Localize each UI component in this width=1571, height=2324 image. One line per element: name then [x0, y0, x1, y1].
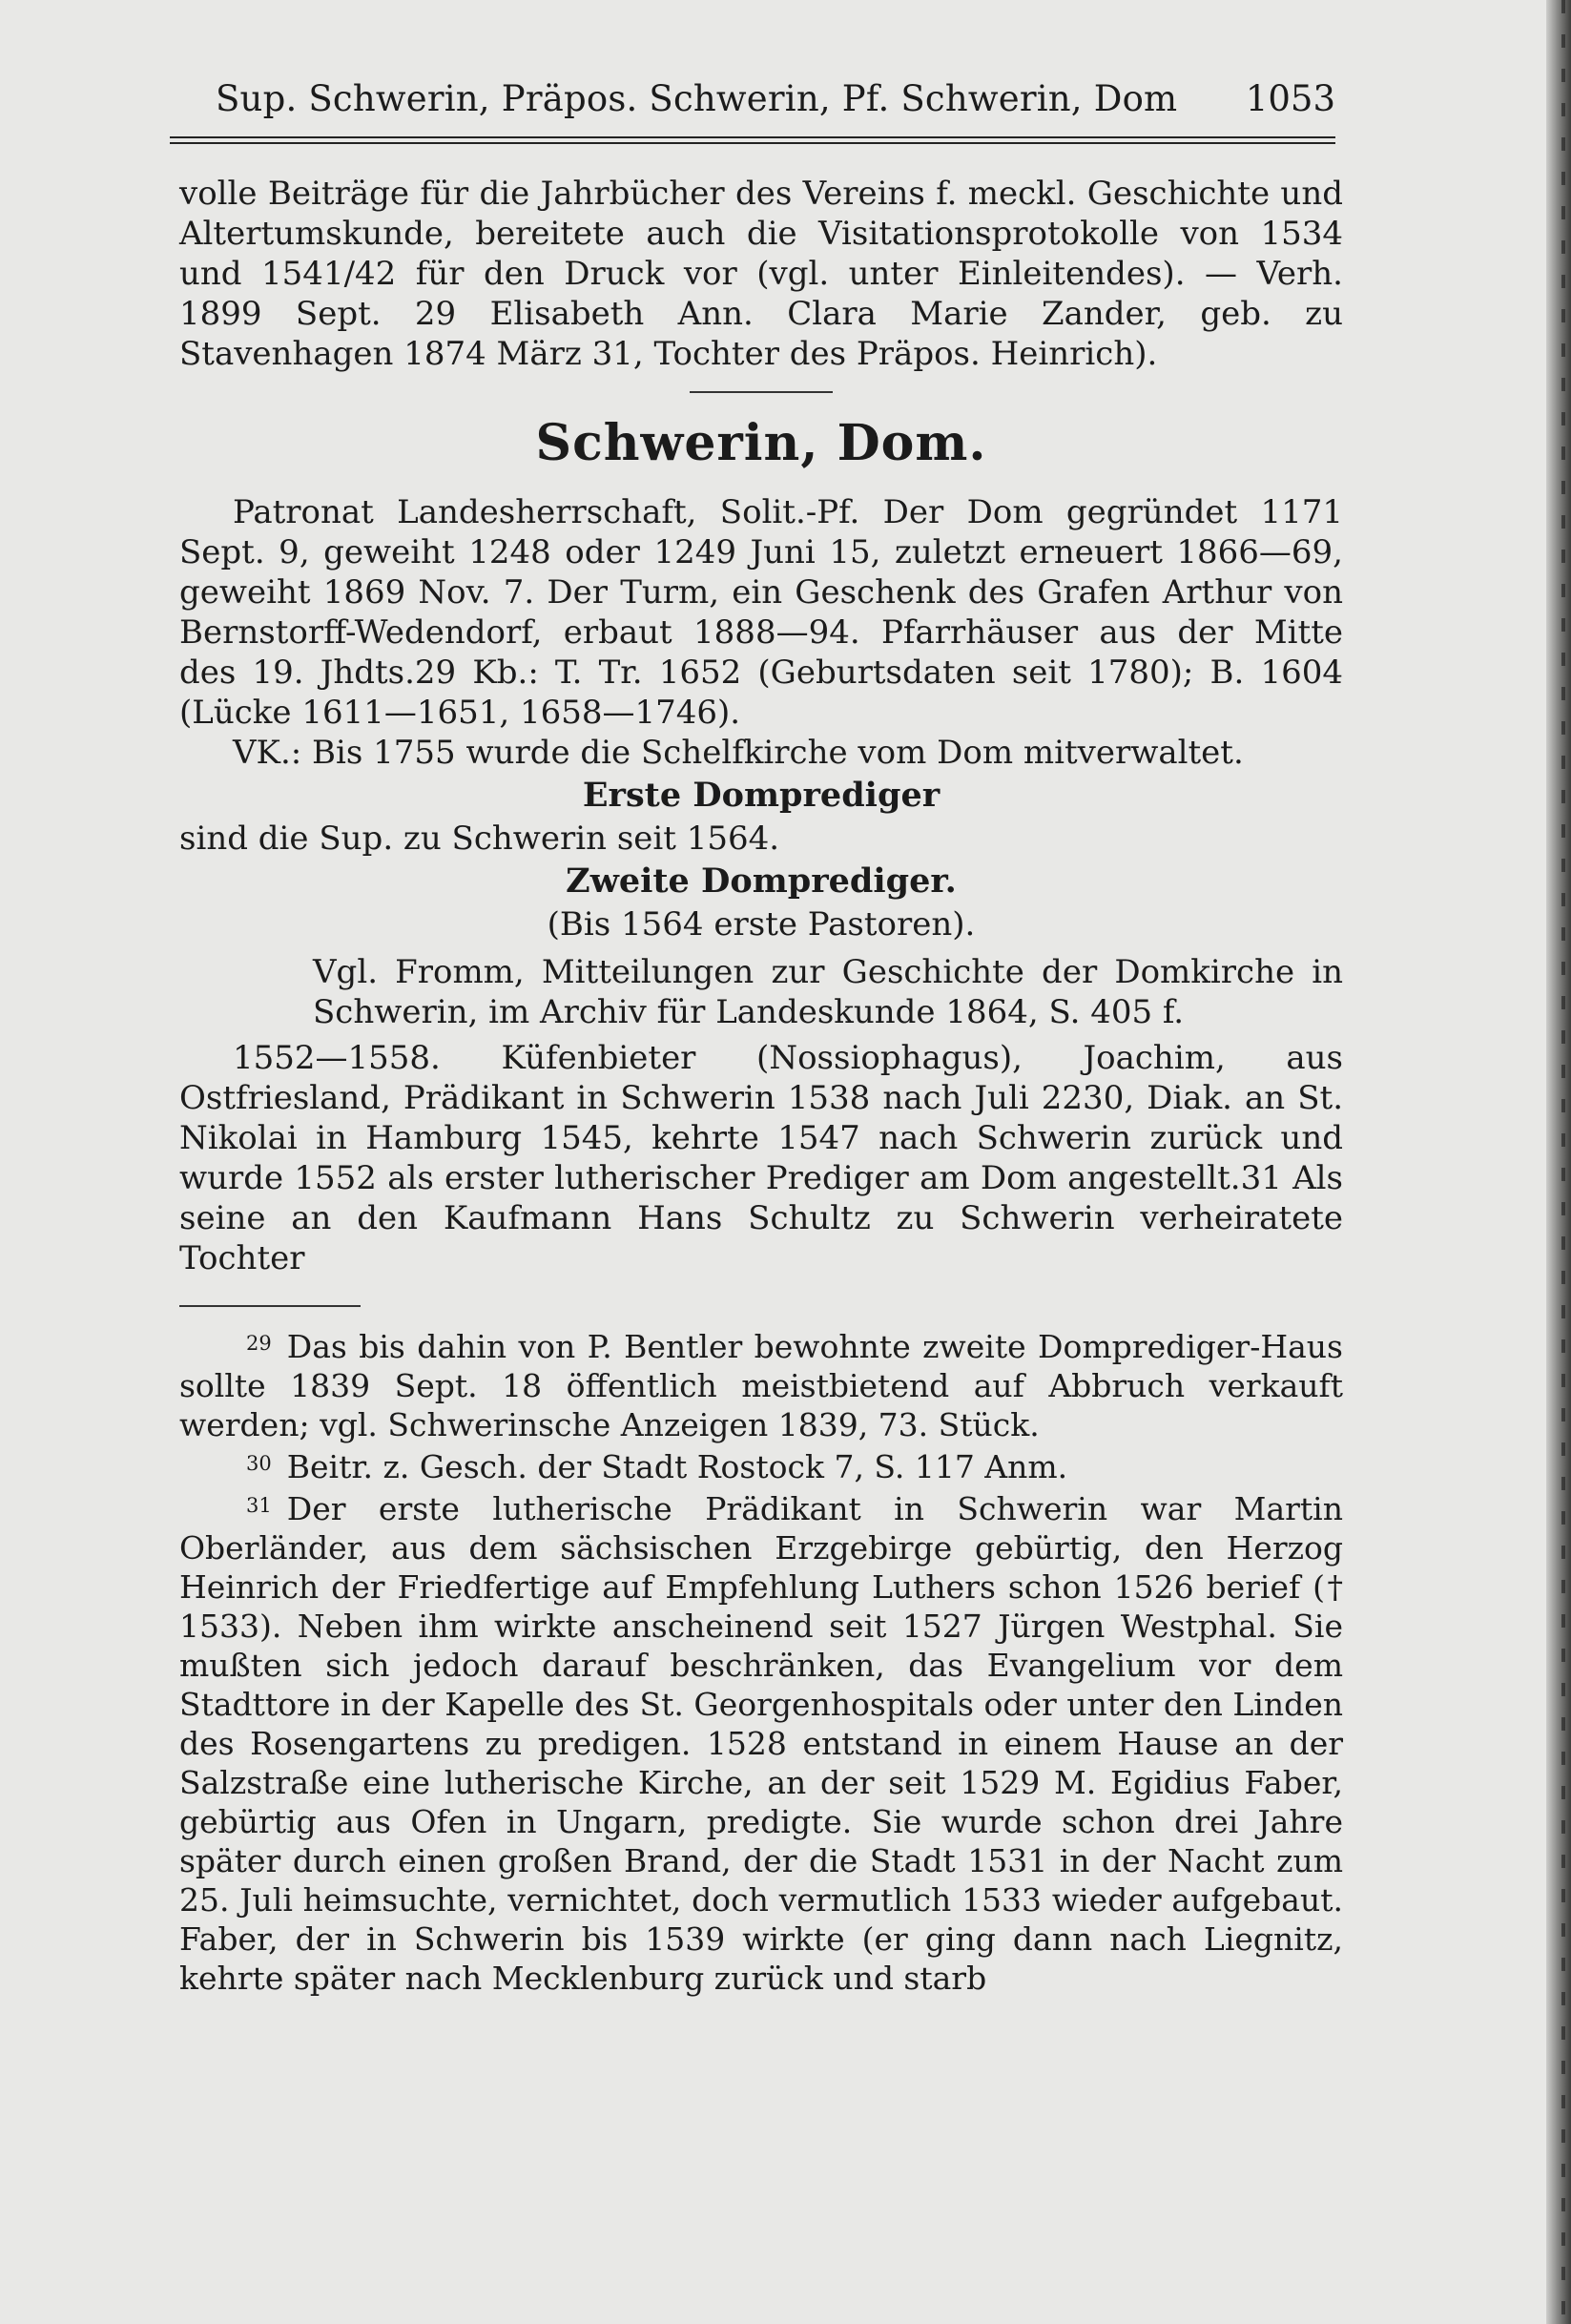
- vk-paragraph: VK.: Bis 1755 wurde die Schelfkirche vom Dom mitverwaltet.: [233, 734, 1244, 772]
- header-rule: [170, 136, 1335, 144]
- footnote-text: Beitr. z. Gesch. der Stadt Rostock 7, S. 117 Anm.: [286, 1448, 1068, 1485]
- footnote-text: Das bis dahin von P. Bentler bewohnte zweite Domprediger-Haus sollte 1839 Sept. 18 öffentlich meistbietend auf Abbruch verkauft werden; vgl. Schwerinsche Anzeigen 1839, 73. Stück.: [179, 1328, 1343, 1443]
- second-preachers-note: (Bis 1564 erste Pastoren).: [547, 905, 976, 944]
- intro-paragraph: volle Beiträge für die Jahrbücher des Vereins f. meckl. Geschichte und Altertumskunde, bereitete auch die Visitationsprotokolle von 1534 und 1541/42 für den Druck vor (vgl. unter Einleitendes). — Verh. 1899 Sept. 29 Elisabeth Ann. Clara Marie Zander, geb. zu Stavenhagen 1874 März 31, Tochter des Präpos. Heinrich).: [179, 175, 1343, 373]
- running-title: Sup. Schwerin, Präpos. Schwerin, Pf. Schwerin, Dom: [216, 78, 1178, 119]
- first-preachers-title: Erste Domprediger: [582, 776, 941, 815]
- footnote-31: [179, 1486, 1343, 1998]
- section-title: Schwerin, Dom.: [535, 414, 987, 472]
- page-binding-edge: [1546, 0, 1571, 2324]
- footnote-number: 31: [246, 1494, 272, 1517]
- section-separator: [690, 391, 833, 393]
- first-preachers-text: sind die Sup. zu Schwerin seit 1564.: [179, 820, 780, 858]
- footnote-rule: [179, 1305, 361, 1307]
- entry-1552: 1552—1558. Küfenbieter (Nossiophagus), Joachim, aus Ostfriesland, Prädikant in Schwerin 1538 nach Juli 2230, Diak. an St. Nikolai in Hamburg 1545, kehrte 1547 nach Schwerin zurück und wurde 1552 als erster lutherischer Prediger am Dom angestellt.31 Als seine an den Kaufmann Hans Schultz zu Schwerin verheiratete Tochter: [179, 1039, 1343, 1277]
- page-number: 1053: [1245, 78, 1335, 119]
- footnotes: [179, 1324, 1343, 1998]
- main-text: [179, 174, 1343, 1998]
- binding-marks: [1561, 0, 1565, 2324]
- page-header: [170, 74, 1335, 124]
- footnote-text: Der erste lutherische Prädikant in Schwerin war Martin Oberländer, aus dem sächsischen Erzgebirge gebürtig, den Herzog Heinrich der Friedfertige auf Empfehlung Luthers schon 1526 berief († 1533). Neben ihm wirkte anscheinend seit 1527 Jürgen Westphal. Sie mußten sich jedoch darauf beschränken, das Evangelium vor dem Stadttore in der Kapelle des St. Georgenhospitals oder unter den Linden des Rosengartens zu predigen. 1528 entstand in einem Hause an der Salzstraße eine lutherische Kirche, an der seit 1529 M. Egidius Faber, gebürtig aus Ofen in Ungarn, predigte. Sie wurde schon drei Jahre später durch einen großen Brand, der die Stadt 1531 in der Nacht zum 25. Juli heimsuchte, vernichtet, doch vermutlich 1533 wieder aufgebaut. Faber, der in Schwerin bis 1539 wirkte (er ging dann nach Liegnitz, kehrte später nach Mecklenburg zurück und starb: [179, 1490, 1343, 1997]
- footnote-29: [179, 1324, 1343, 1444]
- patronage-paragraph: Patronat Landesherrschaft, Solit.-Pf. Der Dom gegründet 1171 Sept. 9, geweiht 1248 oder 1249 Juni 15, zuletzt erneuert 1866—69, geweiht 1869 Nov. 7. Der Turm, ein Geschenk des Grafen Arthur von Bernstorff-Wedendorf, erbaut 1888—94. Pfarrhäuser aus der Mitte des 19. Jhdts.29 Kb.: T. Tr. 1652 (Geburtsdaten seit 1780); B. 1604 (Lücke 1611—1651, 1658—1746).: [179, 493, 1343, 732]
- footnote-30: [179, 1444, 1343, 1486]
- literature-reference: Vgl. Fromm, Mitteilungen zur Geschichte der Domkirche in Schwerin, im Archiv für Landeskunde 1864, S. 405 f.: [313, 953, 1343, 1031]
- footnote-number: 29: [246, 1332, 272, 1355]
- second-preachers-title: Zweite Domprediger.: [566, 861, 957, 901]
- footnote-number: 30: [246, 1452, 272, 1475]
